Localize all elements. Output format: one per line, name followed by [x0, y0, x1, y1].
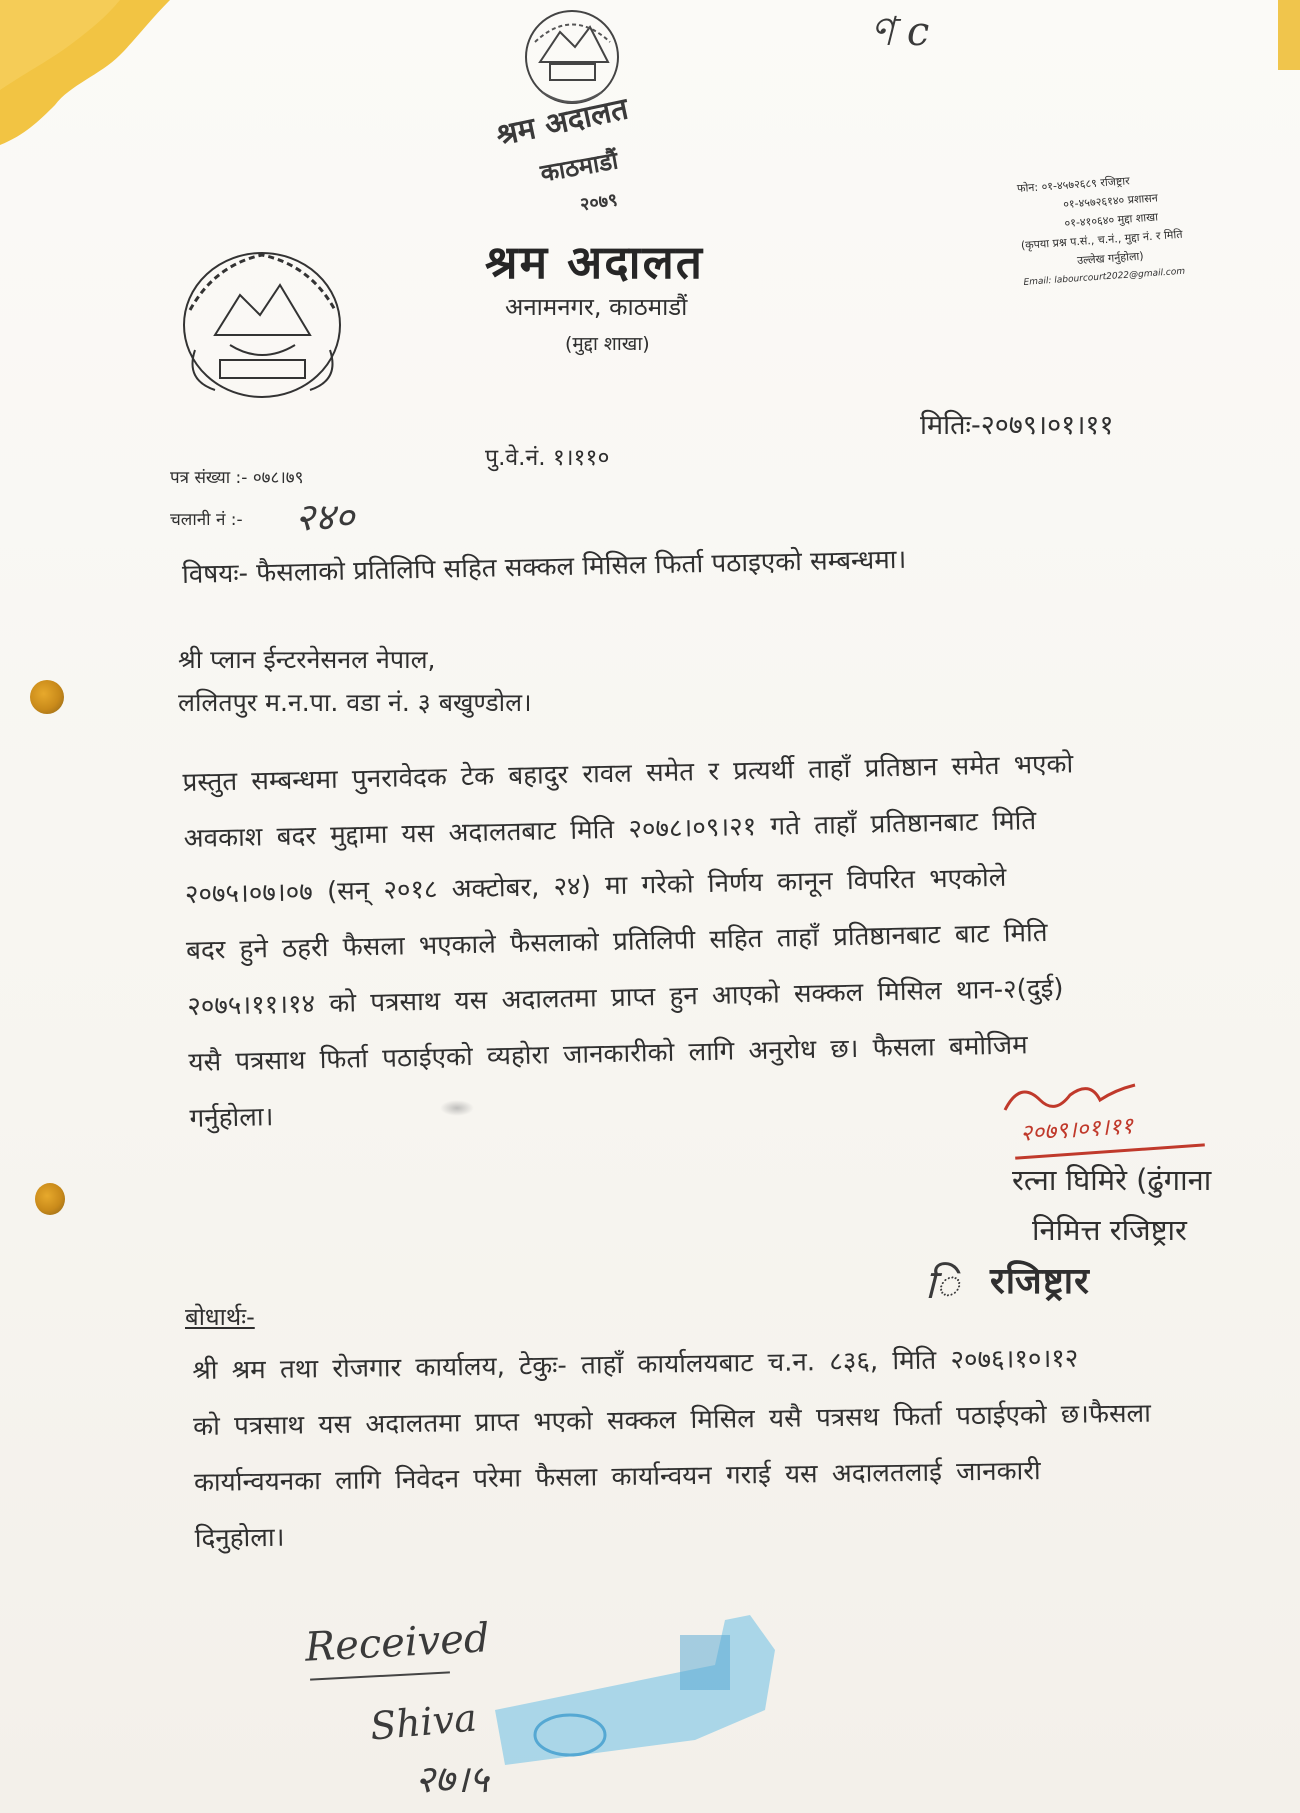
nepal-coat-of-arms-icon	[175, 240, 350, 405]
corner-note: ণ c	[870, 9, 930, 55]
signatory-title: निमित्त रजिष्ट्रार	[1032, 1213, 1187, 1247]
recipient-name: श्री प्लान ईन्टरनेसनल नेपाल,	[178, 645, 436, 674]
cc-line: श्री श्रम तथा रोजगार कार्यालय, टेकुः- ताहाँ कार्यालयबाट च.न. ८३६, मिति २०७६।१०।१२	[192, 1343, 1079, 1386]
signature-date: २०७९।०१।११	[1019, 1113, 1135, 1147]
yellow-stain-right	[1278, 0, 1300, 70]
court-title: श्रम अदालत	[485, 235, 704, 289]
received-note: Received	[303, 1615, 491, 1671]
yellow-stain	[0, 0, 200, 150]
body-line: गर्नुहोला।	[189, 1102, 274, 1134]
stamp-line-3: २०७९	[578, 189, 619, 216]
court-address: अनामनगर, काठमाडौं	[505, 293, 688, 321]
contact-line: फोन: ०१-४५७२६८९ रजिष्ट्रार	[1016, 174, 1131, 196]
cc-body	[192, 1328, 1255, 1567]
signatory-name: रत्ना घिमिरे (ढुंगाना	[1012, 1163, 1212, 1197]
body-line: २०७५।०७।०७ (सन् २०१८ अक्टोबर, २४) मा गरेको निर्णय कानून विपरित भएकोले	[184, 862, 1007, 910]
registrar-stamp: रजिष्ट्रार	[990, 1261, 1090, 1302]
received-stamp	[485, 1600, 785, 1770]
contact-line: ०१-४५७२६१४० प्रशासन	[1062, 191, 1159, 211]
letter-date: मितिः-२०७९।०१।११	[920, 410, 1114, 441]
subject-line: विषयः- फैसलाको प्रतिलिपि सहित सक्कल मिसिल फिर्ता पठाइएको सम्बन्धमा।	[181, 544, 907, 590]
ink-smudge	[440, 1100, 474, 1116]
receipt-number: २७।५	[415, 1757, 489, 1801]
cc-label: बोधार्थः-	[185, 1303, 255, 1331]
contact-line: ०१-४१०६४० मुद्दा शाखा	[1064, 210, 1159, 230]
cc-line: दिनुहोला।	[194, 1522, 285, 1554]
court-branch: (मुद्दा शाखा)	[565, 333, 650, 355]
body-line: प्रस्तुत सम्बन्धमा पुनरावेदक टेक बहादुर रावल समेत र प्रत्यर्थी ताहाँ प्रतिष्ठान समेत भएको	[182, 749, 1074, 798]
body-line: बदर हुने ठहरी फैसला भएकाले फैसलाको प्रतिलिपी सहित ताहाँ प्रतिष्ठानबाट बाट मिति	[185, 917, 1048, 966]
letter-number: पत्र संख्या :- ०७८।७९	[170, 468, 304, 488]
stamp-line-2: काठमाडौं	[538, 146, 621, 188]
body-line: अवकाश बदर मुद्दामा यस अदालतबाट मिति २०७८।०९।२१ गते ताहाँ प्रतिष्ठानबाट मिति	[183, 806, 1037, 854]
cc-line: को पत्रसाथ यस अदालतमा प्राप्त भएको सक्कल मिसिल यसै पत्रसथ फिर्ता पठाईएको छ।फैसला	[192, 1398, 1152, 1442]
cc-line: कार्यान्वयनका लागि निवेदन परेमा फैसला कार्यान्वयन गराई यस अदालतलाई जानकारी	[193, 1456, 1041, 1498]
reference-number: पु.वे.नं. १।११०	[485, 445, 610, 471]
initial-mark: ि	[925, 1262, 960, 1308]
contact-line: (कृपया प्रश्न प.सं., च.नं., मुद्दा नं. र मिति	[1020, 227, 1183, 253]
received-underline	[310, 1671, 450, 1680]
body-line: यसै पत्रसाथ फिर्ता पठाईएको व्यहोरा जानकारीको लागि अनुरोध छ। फैसला बमोजिम	[188, 1030, 1028, 1078]
recipient-address: ललितपुर म.न.पा. वडा नं. ३ बखुण्डोल।	[178, 688, 532, 717]
receiver-signature: Shiva	[368, 1695, 479, 1749]
punch-hole	[35, 1183, 65, 1215]
dispatch-label: चलानी नं :-	[170, 510, 243, 530]
contact-line: उल्लेख गर्नुहोला)	[1076, 249, 1144, 268]
dispatch-number: २४०	[295, 495, 355, 539]
body-line: २०७५।११।१४ को पत्रसाथ यस अदालतमा प्राप्त हुन आएको सक्कल मिसिल थान-२(दुई)	[186, 973, 1064, 1022]
contact-block	[1016, 161, 1283, 293]
stamp-line-1: श्रम अदालत	[493, 91, 632, 154]
contact-email: Email: labourcourt2022@gmail.com	[1023, 266, 1186, 288]
punch-hole	[30, 680, 64, 714]
